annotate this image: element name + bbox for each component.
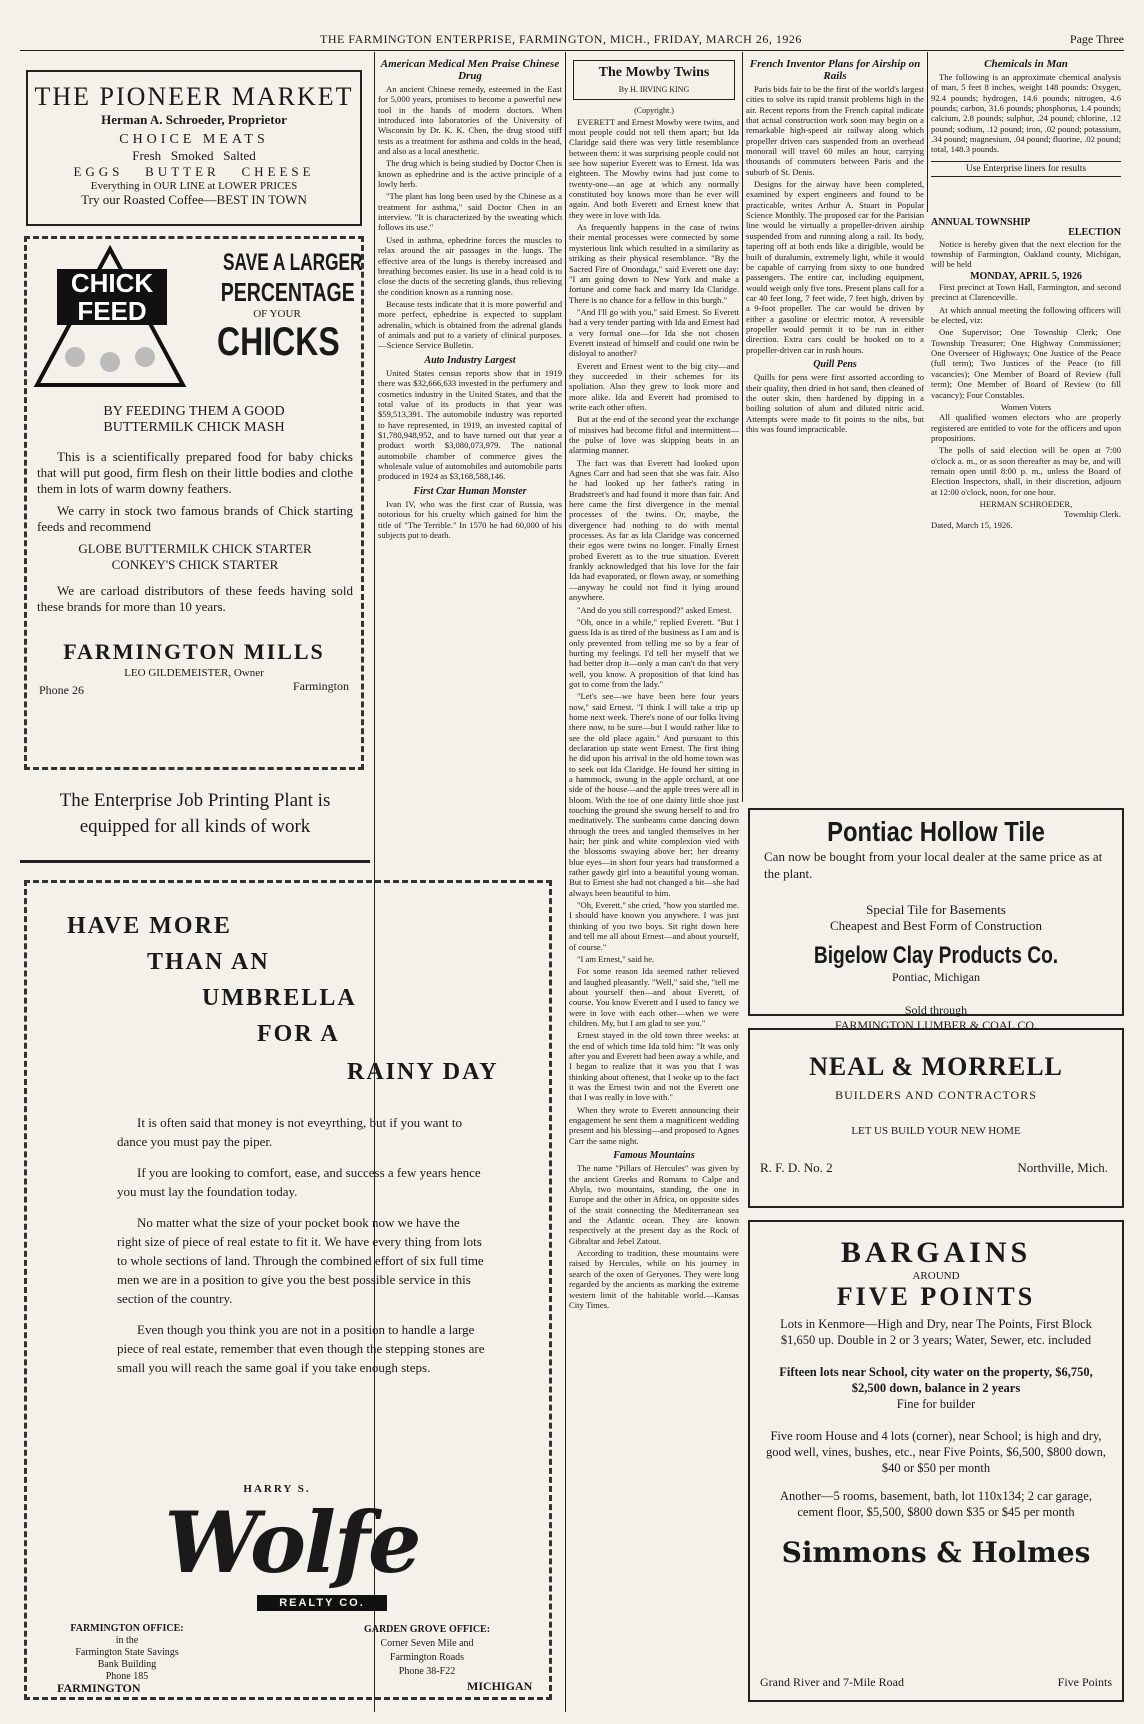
wolfe-farmington: FARMINGTON	[57, 1681, 141, 1695]
township-election-notice: ANNUAL TOWNSHIP ELECTION Notice is hereby given that the next election for the township of Farmington, Oakland county, Michigan, will be held MONDAY, APRIL 5, 1926 First precinct at Town Hall, Farmington, and second precinct at Clarenceville. At which annual meeting the following officers will be elected, viz: One Supervisor; One Township Clerk; One Township Treasurer; One Highway Commissioner; One Overseer of Highways; One Justice of the Peace (full term); Two Justices of the Peace (to fill vacancies); One Member of Board of Review (full term); One Member of Board of Review (to fill vacancy); Four Constables. Women Voters All qualified women electors who are properly registered are entitled to vote for the officers and upon propositions. The polls of said election will be open at 7:00 o'clock a. m., or as soon thereafter as may be, and will remain open until 8:00 p. m., unless the Board of Election Inspectors, shall, in their discretion, adjourn at 12:00 o'clock, noon, for one hour. HERMAN SCHROEDER, Township Clerk. Dated, March 15, 1926.	[931, 217, 1121, 530]
tile-line1: Can now be bought from your local dealer at the same price as at the plant.	[764, 849, 1103, 881]
liners-ad: Use Enterprise liners for results	[931, 161, 1121, 177]
wolfe-logo	[147, 1483, 447, 1643]
chick-phone: Phone 26	[39, 683, 84, 697]
bargains-title: BARGAINS	[840, 1236, 1032, 1269]
section-rule	[20, 860, 370, 863]
column-rule	[565, 52, 566, 1712]
column-5-articles: French Inventor Plans for Airship on Rails Paris bids fair to be the first of the world's largest cities to solve its rapid transit problems high in the air. Recent reports from the French capital indicate that actual construction work soon may begin on a remarkable high-speed air railway along which propeller driven cars suspended from an overhead monorail will travel 60 miles an hour, carrying thousands of commuters between Paris and the suburb of St. Denis. Designs for the airway have been completed, examined by expert engineers and found to be practicable, writes Arthur A. Stuart in Popular Science Monthly. The proposed car for the Parisian line would be virtually a propeller-driven airship suspended from and running along a rail. Its body, tapering off at both ends like a dirigible, would be built of duralumin, extremely light, while it would be capable of carrying from sixty to one hundred passengers. The entire car, including equipment, would weigh only five tons. Present plans call for a car 40 feet long, 7 feet wide, 7 feet high, driven by a 9-foot propeller. The car would be driven by either a gasoline or electric motor. A reversible propeller would permit it to be run in either direction. Extra cars could be hooked on to a propeller-driven car in rush hours. Quill Pens Quills for pens were first assorted according to their quality, then dried in hot sand, then cleaned of the outer skin, then hardened by dipping in a boiling solution of alum and diluted nitric acid. Attempts were made to fit points to the nibs, but this was found impracticable.	[746, 58, 924, 434]
article-title: Quill Pens	[813, 358, 857, 370]
pioneer-title: THE PIONEER MARKET	[34, 82, 354, 111]
bargains-p2: Fifteen lots near School, city water on the property, $6,750, $2,500 down, balance in 2 years	[779, 1365, 1093, 1395]
chick-body: This is a scientifically prepared food for baby chicks that will put good, firm flesh on their little bodies and clothe them in lots of warm downy feathers. We carry in stock two famous brands of Chick starting feeds and recommend GLOBE BUTTERMILK CHICK STARTER CONKEY'S CHICK STARTER We are carload distributors of these feeds having sold these brands for more than 10 years.	[37, 449, 353, 614]
wolfe-farmington-office: FARMINGTON OFFICE: in the Farmington State Savings Bank Building Phone 185	[70, 1623, 184, 1682]
pioneer-proprietor: Herman A. Schroeder, Proprietor	[101, 112, 287, 127]
article-title: American Medical Men Praise Chinese Drug	[380, 58, 560, 82]
wolfe-logo-top: HARRY S.	[243, 1483, 311, 1495]
article-title: Famous Mountains	[613, 1150, 695, 1162]
story-title-box	[573, 60, 735, 100]
wolfe-h2: THAN AN	[147, 949, 270, 975]
bargains-p3: Five room House and 4 lots (corner), near School; is high and dry, good well, vines, bushes, etc., near Five Points, $6,500, $800 down, $40 or $50 per month	[766, 1429, 1106, 1475]
chick-town: Farmington	[293, 679, 349, 693]
column-rule	[742, 52, 743, 802]
chick-headline: SAVE A LARGER PERCENTAGE OF YOUR CHICKS	[217, 249, 363, 364]
column-4-story: The Mowby Twins By H. IRVING KING (Copyright.) EVERETT and Ernest Mowby were twins, and most people could not tell them apart; but Ida Claridge said there was very little resemblance between them: it was surprising people could not see how superior Everett was to Ernest. Ida was eighteen. The Mowby twins had just come to twenty-one—an age at which any normally constituted boy knows more than he ever will again. And both Everett and Ernest knew that they were in love with Ida. As frequently happens in the case of twins their mental processes were connected by some mysterious link which resulted in a similarity as striking as their physical resemblance. "By the Sacred Fire of Onondaga," said Everett one day: "I am going down to New York and make a fortune and come back and marry Ida Claridge. There is no chance for a fellow in this burgh." "And I'll go with you," said Ernest. So Everett had a very tender parting with Ida and Ernest had a very formal one—for Ida she not chosen Everett instead of himself and could one twin be disloyal to another? Everett and Ernest went to the big city—and they succeeded in their schemes for its spoliation. Also they grew to look more and more alike. Ida and Everett had promised to write each other often. But at the end of the second year the exchange of missives had become fitful and intermittent—the pulse of love was skipping beats in an alarming manner. The fact was that Everett had looked upon Agnes Carr and had seen that she was fair. Also he had looked up her father's rating in Bradstreet's and had found it more than fair. And here came the first divergence in the mental processes of the twins. Or, maybe, the divergence had nothing to do with mental processes. As far as Ida Claridge was concerned their egos were twins no longer. Finally Ernest probed Everett as to the true situation. Everett frankly acknowledged that his love for the fair Ida had evaporated, or flown away, or something—anyway he could not find it lying around anywhere. "And do you still correspond?" asked Ernest. "Oh, once in a while," replied Everett. "But I guess Ida is as tired of the business as I am and is only prevented from telling me so by a fear of hurting my feelings. I'd tell her myself that we had better drop it—only a man can't do that very well, you know. A proposition of that kind has got to come from the lady." "Let's see—we have been here four years now," said Ernest. "I think I will take a trip up home next week. There's none of our folks living there now, to be sure—but I would rather like to see the old place again." And pursuant to this declaration up state went Ernest. The first thing he did upon his arrival in the old home town was to seek out Ida Claridge. He found her sitting in a hammock, swung in the apple orchard, at one side of the house—and the apple trees were all in bloom. With the toe of one dainty little shoe just touching the ground she swung herself to and fro meditatively. The sunbeams came dancing down through the trees and tangled themselves in her hair; her pink and white complexion vied with the blossoms swaying above her; her dreamy blue eyes—in short four years had transformed a rather gawdy girl into a beautiful young woman. But to Ernest she had not changed a bit—she had always been beautiful to him. "Oh, Everett," she cried, "how you startled me. I should have known you anywhere. I was just thinking of you two boys. Sit right down here and tell me all about Ernest—and about yourself, of course." "I am Ernest," said he. For some reason Ida seemed rather relieved and laughed pleasantly. "Well," said she, "tell me about yourself then—and about Everett, of course. You know Everett and I used to fancy we were in love with each other—when we were children. My, but I am glad to see you." Ernest stayed in the old town three weeks: at the end of which time Ida told him: "It was only after you and Everett had been away a while, and I began to realize that it was you that I was thinking about oftenest, that I woke up to the fact it was the Ernest twin and not the Everett one that I was really in love with." When they wrote to Everett announcing their engagement he sent them a magnificent wedding present and his blessing—and proposed to Agnes Carr the same night. Famous Mountains The name "Pillars of Hercules" was given by the ancient Greeks and Romans to Calpe and Abyla, two mountains, standing, the one in Europe and the other in Africa, on opposite sides of the strait connecting the Mediterranean sea and the Atlantic ocean. They are known respectively at the present day as the Rock of Gibraltar and Jebel Zatout. According to tradition, these mountains were raised by Hercules, while on his journey in search of the oxen of Geryones. They were long regarded by the ancients as marking the extreme western limit of the habitable world.—Kansas City Times.	[569, 56, 739, 1716]
pioneer-goods: EGGS BUTTER CHEESE	[73, 164, 315, 179]
neal-morrell-ad	[748, 1028, 1124, 1208]
pioneer-meats: Fresh Smoked Salted	[132, 148, 256, 163]
bargains-ad	[748, 1220, 1124, 1702]
article-title: Chemicals in Man	[984, 58, 1068, 70]
pioneer-line1: Everything in OUR LINE at LOWER PRICES	[90, 180, 298, 192]
bargains-firm: Simmons & Holmes	[781, 1536, 1091, 1569]
tile-company: Bigelow Clay Products Co.	[813, 942, 1059, 969]
masthead-rule	[20, 50, 1124, 51]
story-byline: By H. IRVING KING	[618, 85, 690, 94]
wolfe-logo-text: Wolfe	[164, 1493, 420, 1592]
pioneer-market-ad	[26, 70, 362, 226]
pontiac-tile-ad	[748, 808, 1124, 1032]
masthead-title: THE FARMINGTON ENTERPRISE, FARMINGTON, MICH., FRIDAY, MARCH 26, 1926	[320, 32, 802, 46]
bargains-address: Grand River and 7-Mile Road	[760, 1675, 904, 1689]
wolfe-realty-ad	[24, 880, 552, 1700]
bargains-p2b: Fine for builder	[896, 1397, 976, 1411]
article-title: Auto Industry Largest	[424, 354, 516, 366]
chick-feed-ad	[24, 236, 364, 770]
tile-city: Pontiac, Michigan	[892, 970, 980, 984]
pioneer-line2: Try our Roasted Coffee—BEST IN TOWN	[81, 192, 307, 207]
article-title: French Inventor Plans for Airship on Rails	[749, 58, 921, 82]
bargains-p4: Another—5 rooms, basement, bath, lot 110x134; 2 car garage, cement floor, $5,500, $800 down $35 or $45 per month	[780, 1489, 1092, 1519]
masthead	[20, 28, 1124, 48]
chick-feed-logo-text: CHICK FEED	[57, 269, 167, 325]
wolfe-h4: FOR A	[257, 1021, 340, 1047]
neal-let: LET US BUILD YOUR NEW HOME	[851, 1125, 1021, 1137]
neal-town: Northville, Mich.	[1017, 1160, 1108, 1175]
tile-sold: Sold through	[904, 1003, 968, 1017]
neal-title: NEAL & MORRELL	[809, 1052, 1063, 1081]
column-rule	[927, 52, 928, 212]
bargains-around: AROUND	[912, 1270, 960, 1282]
wolfe-h1: HAVE MORE	[67, 913, 232, 939]
story-title: The Mowby Twins	[598, 65, 710, 80]
bargains-five-points: FIVE POINTS	[836, 1282, 1036, 1311]
wolfe-logo-bottom: REALTY CO.	[257, 1595, 387, 1611]
tile-dealer: FARMINGTON LUMBER & COAL CO.	[834, 1018, 1038, 1032]
page-number: Page Three	[1069, 32, 1124, 46]
chick-owner: LEO GILDEMEISTER, Owner	[124, 667, 264, 679]
wolfe-h3: UMBRELLA	[202, 985, 357, 1011]
bargains-p1: Lots in Kenmore—High and Dry, near The Points, First Block $1,650 up. Double in 2 or 3 years; Water, Sewer, etc. included	[780, 1317, 1092, 1347]
column-3-articles: American Medical Men Praise Chinese Drug An ancient Chinese remedy, esteemed in the East for 5,000 years, promises to become a powerful new tool in the hands of modern doctors. When introduced into laboratories of the University of Wisconsin by Dr. K. K. Chen, the drug stood stiff tests as a treatment for asthma and colds in the head, and also as a local anesthetic. The drug which is being studied by Doctor Chen is known as ephedrine and is the active principle of a lowly herb. "The plant has long been used by the Chinese as a treatment for asthma," said Doctor Chen in an interview. "It is characterized by the sweating which follows its use." Used in asthma, ephedrine forces the muscles to relax around the air passages in the lungs. The effective area of the lungs is thereby increased and breathing becomes easier. Its use in a head cold is to close the ducts of the secreting glands, thus relieving the condition known as a running nose. Because tests indicate that it is more powerful and more perfect, ephedrine is expected to supplant adrenalin, which is obtained from the adrenal glands of animals and put to a variety of clinical purposes.—Science Service Bulletin. Auto Industry Largest United States census reports show that in 1919 there was $32,666,633 invested in the perfumery and cosmetics industry in the United States, and that the total value of its products in that year was $59,513,391. The automobile industry was reported to have represented, in 1919, an invested capital of $1,780,948,952, and to have turned out that year a product worth $3,080,073,979. The national automobile chamber of commerce gives the wholesale value of automobiles and automobile parts produced in 1924 as $3,168,588,146. First Czar Human Monster Ivan IV, who was the first czar of Russia, was notorious for his cruelty which gained for him the title of "The Terrible." In 1570 he had 60,000 of his subjects put to death.	[378, 58, 562, 541]
wolfe-garden-grove-office: GARDEN GROVE OFFICE: Corner Seven Mile and Farmington Roads Phone 38-F22	[363, 1624, 491, 1677]
job-printing-ad: The Enterprise Job Printing Plant is equipped for all kinds of work	[59, 790, 331, 837]
neal-rfd: R. F. D. No. 2	[760, 1160, 833, 1175]
wolfe-body: It is often said that money is not eveyrthing, but if you want to dance you must pay the piper. If you are looking to comfort, ease, and success a few years hence you must lay the foundation today. No matter what the size of your pocket book now we have the right size of piece of real estate to fit it. We have every thing from lots to whole sections of land. Through the combined effort of six full time men we are in a position to give you the best possible service in this section of the country. Even though you think you are not in a position to handle a large piece of real estate, remember that even though the stepping stones are small you will reach the same goal if you take enough steps.	[117, 1115, 485, 1375]
column-6-chemicals: Chemicals in Man The following is an approximate chemical analysis of man, 5 feet 8 inches, weight 148 pounds: Oxygen, 92.4 pounds; hydrogen, 14.6 pounds; nitrogen, 4.6 pounds; carbon, 31.6 pounds; phosphorus, 1.4 pounds; calcium, 2.8 pounds; sulphur, .24 pound; chlorine, .12 pound; sodium, .12 pound; iron, .02 pound; potassium, .34 pound; magnesium, .04 pound; fluorine, .02 pound; total, 148.3 pounds. Use Enterprise liners for results	[931, 56, 1121, 216]
chick-sub: BY FEEDING THEM A GOOD BUTTERMILK CHICK MASH	[103, 404, 285, 435]
wolfe-michigan: MICHIGAN	[467, 1679, 533, 1693]
article-title: First Czar Human Monster	[413, 485, 527, 497]
bargains-location: Five Points	[1057, 1675, 1112, 1689]
tile-title: Pontiac Hollow Tile	[827, 816, 1045, 847]
wolfe-h5: RAINY DAY	[347, 1059, 499, 1085]
chick-firm: FARMINGTON MILLS	[63, 639, 325, 664]
neal-sub: BUILDERS AND CONTRACTORS	[835, 1088, 1037, 1102]
tile-line2: Special Tile for Basements	[866, 902, 1006, 917]
tile-line3: Cheapest and Best Form of Construction	[830, 918, 1042, 933]
pioneer-choice: CHOICE MEATS	[119, 132, 269, 147]
